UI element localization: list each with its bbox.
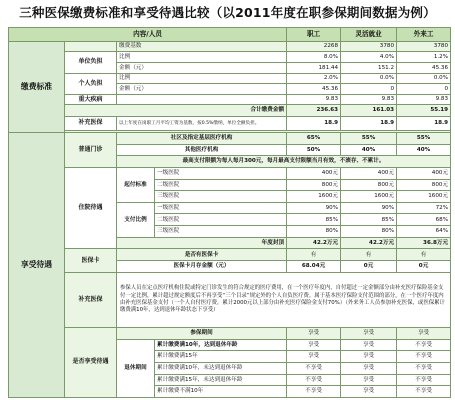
cell-value: 1600元 [341, 191, 397, 203]
group-benefit-eligibility: 是否享受待遇 [65, 327, 117, 397]
cell-value: 800元 [287, 179, 341, 191]
row-label: 年度封顶 [117, 237, 287, 249]
table-row [9, 94, 451, 105]
cell-value: 享受 [341, 374, 397, 386]
header-col-flexible: 灵活就业 [341, 28, 397, 42]
cell-value: 800元 [341, 179, 397, 191]
cell-value: 1600元 [397, 191, 451, 203]
group-individual: 个人负担 [65, 73, 117, 94]
cell-value: 9.83 [287, 94, 341, 105]
cell-value: 55.19 [397, 105, 451, 117]
group-employer: 单位负担 [65, 52, 117, 73]
table-row [9, 132, 451, 144]
cell-value: 0 [341, 84, 397, 95]
cell-value: 40% [341, 144, 397, 156]
cell-value: 不享受 [287, 374, 341, 386]
cell-value: 0.0% [341, 73, 397, 84]
cell-value: 42.2万元 [341, 237, 397, 249]
cell-value: 享受 [341, 351, 397, 363]
cell-value: 65% [287, 132, 341, 144]
row-label: 金额（元） [117, 62, 287, 73]
row-label: 比例 [117, 73, 287, 84]
table-row [9, 249, 451, 261]
row-label: 累计缴费满15年，未达到退休年龄 [155, 374, 287, 386]
row-label: 累计缴费不满10年 [155, 386, 287, 398]
header-item: 内容/人员 [9, 28, 287, 42]
row-label: 社区及指定基层医疗机构 [117, 132, 287, 144]
cell-value: 不享受 [397, 351, 451, 363]
table-row [9, 73, 451, 84]
group-outpatient: 普通门诊 [65, 132, 117, 167]
row-label: 三级医院 [155, 191, 287, 203]
cell-value: 0.0% [397, 73, 451, 84]
cell-value: 64% [397, 226, 451, 238]
row-spacer [117, 94, 287, 105]
cell-value: 68.04元 [287, 261, 341, 273]
cell-value: 8.0% [287, 52, 341, 63]
cell-value: 不享受 [397, 386, 451, 398]
supplement-description: 以上年度在岗职工月平均工资为基数，按0.5%缴纳，单位全额负担。 [117, 117, 287, 131]
row-label: 是否有医保卡 [117, 249, 287, 261]
cell-value: 181.44 [287, 62, 341, 73]
cell-value: 55% [397, 132, 451, 144]
cell-value: 享受 [341, 386, 397, 398]
table-row [9, 52, 451, 63]
cell-value: 85% [341, 214, 397, 226]
cell-value: 享受 [341, 327, 397, 339]
cell-value: 不享受 [287, 362, 341, 374]
cell-value: 50% [287, 144, 341, 156]
cell-value: 18.9 [341, 117, 397, 131]
row-spacer [65, 41, 117, 52]
cell-value: 80% [341, 226, 397, 238]
cell-value: 1600元 [287, 191, 341, 203]
cell-value: 2268 [287, 41, 341, 52]
row-label: 二级医院 [155, 179, 287, 191]
table-row [9, 105, 451, 117]
row-label: 累计缴费满10年，未达到退休年龄 [155, 362, 287, 374]
row-label: 一级医院 [155, 202, 287, 214]
cell-value: 0 [397, 84, 451, 95]
row-label: 一级医院 [155, 167, 287, 179]
cell-value: 85% [287, 214, 341, 226]
cell-value: 18.9 [397, 117, 451, 131]
cell-value: 享受 [287, 339, 341, 351]
subgroup-retirement: 退休期间 [117, 339, 155, 397]
cell-value: 161.03 [341, 105, 397, 117]
table-row [9, 272, 451, 327]
cell-value: 2.0% [287, 73, 341, 84]
cell-value: 3780 [397, 41, 451, 52]
cell-value: 18.9 [287, 117, 341, 131]
outpatient-cap-note: 最高支付限额为每人每月300元，每月最高支付限额当月有效，不滚存、不累计。 [117, 156, 451, 168]
cell-value: 9.83 [397, 94, 451, 105]
row-label: 金额（元） [117, 84, 287, 95]
cell-value: 0元 [397, 261, 451, 273]
row-label: 累计缴费满10年，达到退休年龄 [155, 339, 287, 351]
cell-value: 有 [397, 249, 451, 261]
cell-value: 80% [287, 226, 341, 238]
cell-value: 享受 [341, 362, 397, 374]
cell-value: 151.2 [341, 62, 397, 73]
cell-value: 800元 [397, 179, 451, 191]
table-row [9, 327, 451, 339]
row-label: 缴费基数 [117, 41, 287, 52]
row-label: 二级医院 [155, 214, 287, 226]
cell-value: 90% [341, 202, 397, 214]
subgroup-threshold: 起付标准 [117, 167, 155, 202]
cell-value: 42.2万元 [287, 237, 341, 249]
cell-value: 享受 [287, 351, 341, 363]
cell-value: 90% [287, 202, 341, 214]
row-label: 比例 [117, 52, 287, 63]
cell-value: 0元 [341, 261, 397, 273]
group-supplement: 补充医保 [65, 117, 117, 131]
cell-value: 36.8万元 [397, 237, 451, 249]
group-supplementary-insurance: 补充医保 [65, 272, 117, 327]
table-row [9, 41, 451, 52]
section-benefits: 享受待遇 [9, 132, 65, 397]
cell-value: 享受 [287, 327, 341, 339]
group-insurance-card: 医保卡 [65, 249, 117, 272]
cell-value: 享受 [341, 339, 397, 351]
cell-value: 45.36 [287, 84, 341, 95]
row-label: 其他医疗机构 [117, 144, 287, 156]
table-row [9, 167, 451, 179]
section-contribution: 缴费标准 [9, 41, 65, 132]
cell-value: 400元 [287, 167, 341, 179]
group-inpatient: 住院待遇 [65, 167, 117, 249]
cell-value: 不享受 [397, 339, 451, 351]
cell-value: 400元 [397, 167, 451, 179]
cell-value: 有 [341, 249, 397, 261]
row-label: 累计缴费满15年 [155, 351, 287, 363]
table-header-row [9, 28, 451, 42]
cell-value: 72% [397, 202, 451, 214]
cell-value: 1.2% [397, 52, 451, 63]
cell-value: 68% [397, 214, 451, 226]
row-label: 三级医院 [155, 226, 287, 238]
group-serious-illness: 重大疾病 [65, 94, 117, 105]
cell-value: 4.0% [341, 52, 397, 63]
cell-value: 不享受 [397, 374, 451, 386]
cell-value: 享受 [397, 327, 451, 339]
supplementary-note: 参保人员在定点医疗机构住院或特定门诊发生的符合规定的医疗费用，在一个医疗年度内，自付超过一定金额部分由补充医疗保险基金支付一定比例，累计超过规定额度后不再享受“三个目录”规定外的个人自负医疗费。属于基本医疗保险支付范围的部分，在一个医疗年度内由补充医保基金支付（一个人自付医疗费，累计2000元以上部分由补充医疗保险金支付70%）（外来务工人员参加补充医保，或医保累计缴费满10年，达到退休年龄状态下享受） [117, 272, 451, 327]
comparison-table-wrapper [8, 27, 450, 398]
cell-value: 3780 [341, 41, 397, 52]
cell-value: 45.36 [397, 62, 451, 73]
row-label-total: 合计缴费金额 [65, 105, 287, 117]
subgroup-pay-ratio: 支付比例 [117, 202, 155, 237]
cell-value: 有 [287, 249, 341, 261]
cell-value: 不享受 [287, 386, 341, 398]
comparison-table [8, 27, 451, 398]
row-label: 医保卡月存金额（元） [117, 261, 287, 273]
cell-value: 236.63 [287, 105, 341, 117]
header-col-migrant: 外来工 [397, 28, 451, 42]
cell-value: 40% [397, 144, 451, 156]
cell-value: 55% [341, 132, 397, 144]
table-row [9, 117, 451, 131]
row-label: 参保期间 [117, 327, 287, 339]
cell-value: 9.83 [341, 94, 397, 105]
header-col-employee: 职工 [287, 28, 341, 42]
cell-value: 400元 [341, 167, 397, 179]
cell-value: 不享受 [397, 362, 451, 374]
page-title: 三种医保缴费标准和享受待遇比较（以2011年度在职参保期间数据为例） [19, 5, 436, 20]
